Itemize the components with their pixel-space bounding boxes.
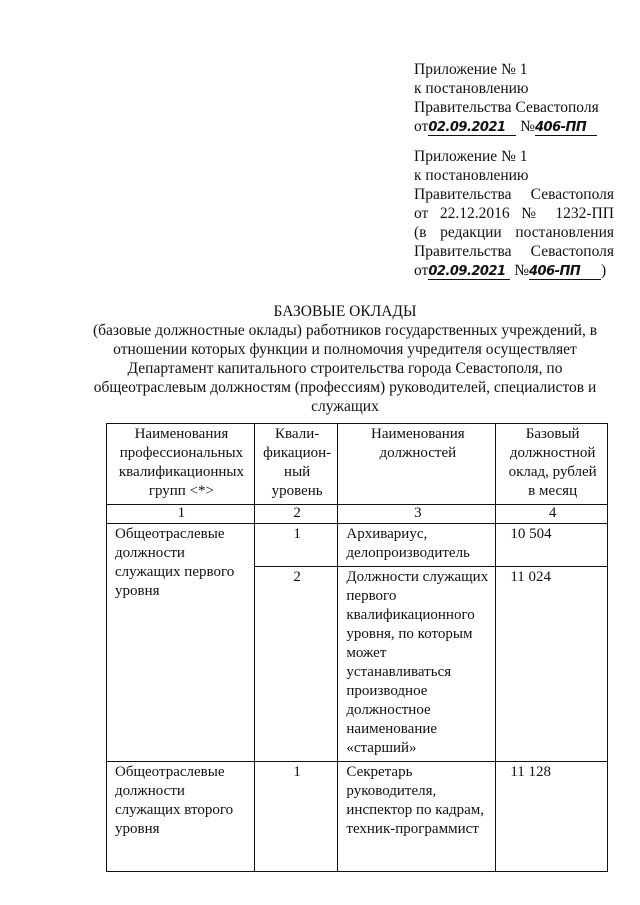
number-prefix: № [514, 262, 529, 279]
salary-value: 11 024 [496, 567, 608, 762]
column-number: 2 [254, 505, 338, 524]
appendix-2-line5: (в редакции постановления [414, 224, 614, 241]
qualification-level: 1 [254, 524, 338, 567]
title-subtitle: (базовые должностные оклады) работников государственных учреждений, в отношении которых функции и полномочия учредителя осуществляет Департамент капитального строительства города Севастополя, по общеотраслевым должностям (профессиям) руководителей, специалистов и служащих [92, 322, 598, 415]
handwritten-number: 406-ПП [529, 264, 581, 279]
positions: Секретарь руководителя, инспектор по кадрам, техник-программист [338, 762, 496, 872]
column-number: 4 [496, 505, 608, 524]
appendix-2-date-line [414, 261, 614, 280]
header-cell: Наименования должностей [338, 424, 496, 505]
table-header-row [107, 424, 608, 505]
group-name: Общеотраслевые должности служащих первого уровня [107, 524, 255, 762]
table-row [107, 524, 608, 567]
document-title [90, 302, 600, 416]
column-number-row [107, 505, 608, 524]
title-heading: БАЗОВЫЕ ОКЛАДЫ [273, 303, 417, 320]
header-cell: Квали-фикацион-ный уровень [254, 424, 338, 505]
appendix-1-line1: Приложение № 1 [414, 61, 528, 78]
appendix-1-line2: к постановлению [414, 80, 529, 97]
appendix-stamp-1 [414, 60, 614, 136]
appendix-2-line1: Приложение № 1 [414, 148, 528, 165]
salary-table [106, 423, 608, 872]
qualification-level: 1 [254, 762, 338, 872]
appendix-2-line6: Правительства Севастополя [414, 243, 614, 260]
qualification-level: 2 [254, 567, 338, 762]
handwritten-date: 02.09.2021 [428, 264, 506, 279]
date-prefix: от [414, 262, 429, 279]
group-name: Общеотраслевые должности служащих второго уровня [107, 762, 255, 872]
close-paren: ) [601, 262, 607, 279]
header-cell: Наименования профессиональных квалификационных групп <*> [107, 424, 255, 505]
column-number: 1 [107, 505, 255, 524]
appendix-stamp-2 [414, 147, 614, 280]
header-cell: Базовый должностной оклад, рублей в месяц [496, 424, 608, 505]
appendix-2-line2: к постановлению [414, 167, 529, 184]
positions: Должности служащих первого квалификационного уровня, по которым может устанавливаться производное должностное наименование «старший» [338, 567, 496, 762]
date-prefix: от [414, 118, 429, 135]
handwritten-date: 02.09.2021 [428, 120, 506, 135]
appendix-1-line3: Правительства Севастополя [414, 99, 599, 116]
appendix-1-date-line [414, 117, 614, 136]
number-prefix: № [520, 118, 535, 135]
table-row [107, 762, 608, 872]
salary-value: 11 128 [496, 762, 608, 872]
salary-value: 10 504 [496, 524, 608, 567]
appendix-2-line3: Правительства Севастополя [414, 186, 614, 203]
handwritten-number: 406-ПП [535, 120, 587, 135]
positions: Архивариус, делопроизводитель [338, 524, 496, 567]
appendix-2-line4: от 22.12.2016 № 1232-ПП [414, 205, 614, 222]
column-number: 3 [338, 505, 496, 524]
